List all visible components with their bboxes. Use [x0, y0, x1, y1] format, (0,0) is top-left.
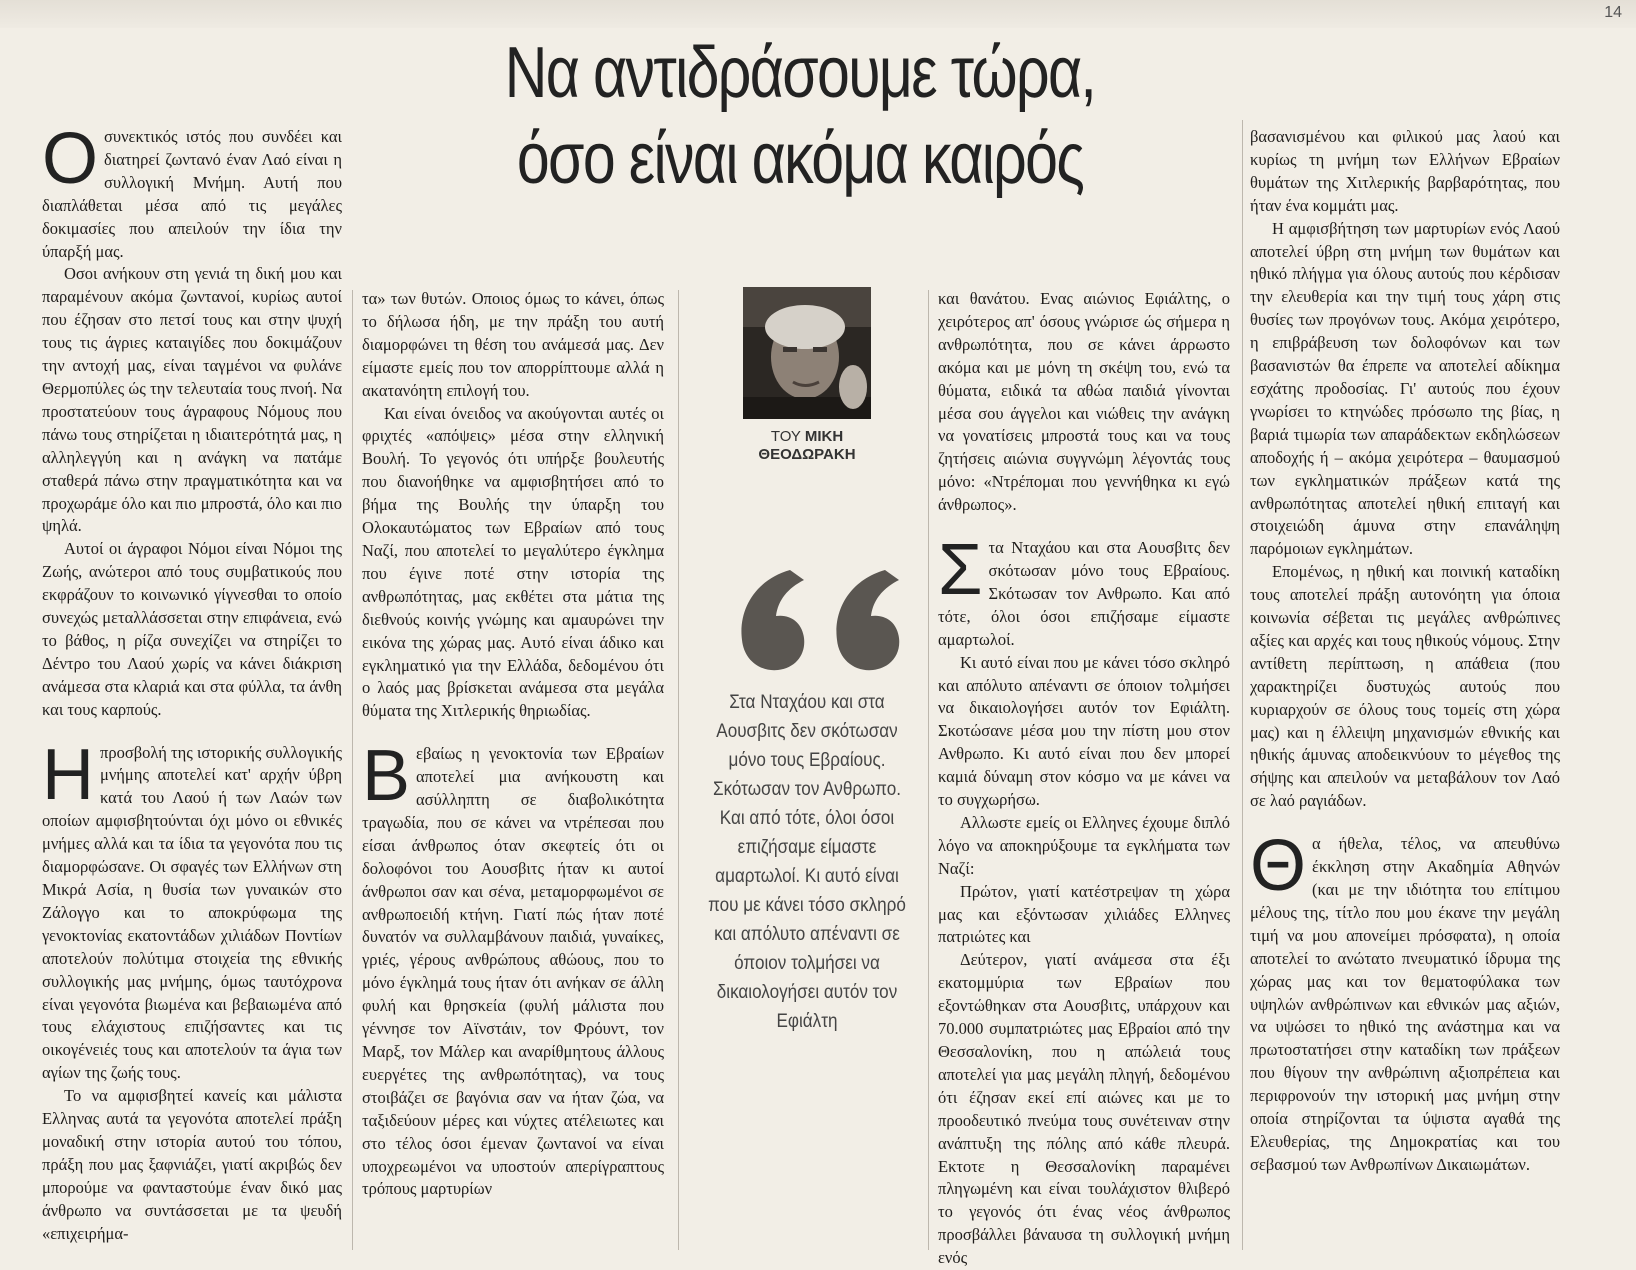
drop-cap: Β	[362, 736, 411, 817]
column-1	[42, 119, 342, 1246]
paragraph: Οσυνεκτικός ιστός που συνδέει και διατηρεί ζωντανό έναν Λαό είναι η συλλογική Μνήμη. Αυτή που διαπλάθεται μέσα από τις μεγάλες δοκιμασίες που απειλούν την ίδια την ύπαρξή μας.	[42, 119, 342, 261]
byline	[690, 428, 924, 464]
paragraph: Δεύτερον, γιατί ανάμεσα στα έξι εκατομμύρια των Εβραίων που εξοντώθηκαν στα Αουσβιτς, υπάρχουν και 70.000 συμπατριώτες μας Εβραίοι από την Θεσσαλονίκη, που η απώλειά τους αποτελεί για μας μεγάλη πληγή, δεδομένου ότι έζησαν εκεί επί αιώνες και με το προοδευτικό πνεύμα τους συνέτειναν στην ανάπτυξη της πόλης από κάθε πλευρά. Εκτοτε η Θεσσαλονίκη παραμένει πληγωμένη και είναι τουλάχιστον θλιβερό το γεγονός ότι ένας νέος άνθρωπος προσβάλλει βάναυσα τη συλλογική μνήμη ενός	[938, 950, 1230, 1268]
paragraph: Στα Νταχάου και στα Αουσβιτς δεν σκότωσαν μόνο τους Εβραίους. Σκότωσαν τον Ανθρωπο. Και από τότε, όλοι όσοι επιζήσαμε είμαστε αμαρτωλοί.	[938, 530, 1230, 649]
byline-last-name: ΘΕΟΔΩΡΑΚΗ	[758, 446, 856, 463]
drop-cap: Ο	[42, 119, 99, 199]
paragraph: βασανισμένου και φιλικού μας λαού και κυρίως τη μνήμη των Ελλήνων Εβραίων θυμάτων της Χιτλερικής βαρβαρότητας, που ήταν ένα κομμάτι μας.	[1250, 127, 1560, 215]
paragraph: Η αμφισβήτηση των μαρτυρίων ενός Λαού αποτελεί ύβρη στη μνήμη των θυμάτων και ηθικό πλήγμα για όλους αυτούς που κέρδισαν την ελευθερία και την τιμή τους χάρη στις θυσίες των προγόνων τους. Ακόμα χειρότερο, η επιβράβευση των δολοφόνων και των βασανιστών θα έπρεπε να αποτελεί αδίκημα εσχάτης προδοσίας. Γι' αυτούς που έχουν γνωρίσει το κτηνώδες πρόσωπο της βίας, η βαριά τιμωρία των απαράδεκτων εκδηλώσεων αποδοχής ή – ακόμα χειρότερα – θαυμασμού των εγκληματικών πράξεων κατά της ανθρωπότητας αποτελεί ηθική επιταγή και στοιχειώδη άμυνα στην επανάληψη παρόμοιων εγκλημάτων.	[1250, 218, 1560, 559]
drop-cap: Σ	[938, 530, 983, 611]
paragraph: Αυτοί οι άγραφοι Νόμοι είναι Νόμοι της Ζωής, ανώτεροι από τους συμβατικούς που εκφράζουν το κοινωνικό γίγνεσθαι το οποίο συνεχώς μεταλλάσσεται στην επιφάνεια, ενώ το βάθος, η ρίζα συνεχίζει να στηρίζει το Δέντρο του Λαού χωρίς να κάνει διάκριση ανάμεσα στα κλαριά και στα φύλλα, τα άνθη και τους καρπούς.	[42, 539, 342, 719]
paragraph: Θα ήθελα, τέλος, να απευθύνω έκκληση στην Ακαδημία Αθηνών (και με την ιδιότητα του επίτιμου μέλους της, τίτλο που μου έκανε την μεγάλη τιμή να μου απονείμει πρόσφατα), η οποία αποτελεί το ανώτατο πνευματικό ίδρυμα της χώρας μας και τον θεματοφύλακα των υψηλών ανθρώπινων και εθνικών μας αξιών, να υψώσει το ηθικό της ανάστημα και να πρωτοστατήσει στην καταδίκη των πράξεων που θίγουν την ανθρώπινη αξιοπρέπεια και περιφρονούν την ιστορική μας μνήμη στην οποία στηρίζονται τα ύψιστα αγαθά της Ελευθερίας, της Δημοκρατίας και του σεβασμού των Ανθρωπίνων Δικαιωμάτων.	[1250, 826, 1560, 1174]
byline-first-name: ΜΙΚΗ	[804, 428, 844, 445]
column-divider	[678, 290, 679, 1250]
page-number: 14	[1604, 4, 1622, 21]
quotation-marks-icon	[720, 560, 910, 680]
paragraph: και θανάτου. Ενας αιώνιος Εφιάλτης, ο χειρότερος απ' όσους γνώρισε ώς σήμερα η ανθρωπότητα, που σε κάνει άρρωστο ακόμα και με μόνη τη σκέψη του, ενώ τα θύματα, ειδικά τα αθώα παιδιά γίνονται μέσα σου άγγελοι και νιώθεις την ανάγκη να γονατίσεις μπροστά τους και να τους ζητήσεις αιώνια συγγνώμη λέγοντάς τους μόνο: «Ντρέπομαι που γεννήθηκα κι εγώ άνθρωπος».	[938, 289, 1230, 515]
headline-line-2: όσο είναι ακόμα καιρός	[516, 119, 1084, 199]
column-3	[938, 288, 1230, 1270]
paragraph: τα» των θυτών. Οποιος όμως το κάνει, όπως το δήλωσα ήδη, με την πράξη του αυτή διαμορφώνει τη θέση του ανάμεσά μας. Δεν είμαστε εμείς που τον απορρίπτουμε αλλά η ακατανόητη επιλογή του.	[362, 289, 664, 400]
paragraph: Ηπροσβολή της ιστορικής συλλογικής μνήμης αποτελεί κατ' αρχήν ύβρη κατά του Λαού ή των Λαών των οποίων αμφισβητούνται όχι μόνο οι εθνικές μνήμες αλλά και τα ίδια τα γεγονότα που τις διαμορφώσανε. Οι σφαγές των Ελλήνων στη Μικρά Ασία, η θυσία των γυναικών στο Ζάλογγο και το αποκρύφωμα της γενοκτονίας εκατοντάδων χιλιάδων Ποντίων αποτελούν πολύτιμα στοιχεία της εθνικής συλλογικής μας μνήμης, όμως ταυτόχρονα είναι γεγονότα βιωμένα και βεβαιωμένα από τους ελάχιστους επιζήσαντες και τις οικογένειές τους και αποτελούν τα άγια των αγίων της ζωής τους.	[42, 734, 342, 1083]
paragraph: Κι αυτό είναι που με κάνει τόσο σκληρό και απόλυτο απέναντι σε όποιον τολμήσει να δικαιολογήσει αυτόν τον Εφιάλτη. Σκοτώσανε μέσα μου την πίστη μου στον Ανθρωπο. Κι αυτό είναι που δεν μπορεί καμιά δύναμη στον κόσμο να με κάνει να το συγχωρήσω.	[938, 652, 1230, 810]
paragraph: Το να αμφισβητεί κανείς και μάλιστα Ελληνας αυτά τα γεγονότα αποτελεί πράξη μοναδική στην ιστορία αυτού του τόπου, πράξη που μας ξαφνιάζει, γιατί ακριβώς δεν μπορούμε να φανταστούμε έναν δικό μας άνθρωπο να συντάσσεται με τα ψευδή «επιχειρήμα-	[42, 1086, 342, 1243]
paragraph: Και είναι όνειδος να ακούγονται αυτές οι φριχτές «απόψεις» μέσα στην ελληνική Βουλή. Το γεγονός ότι υπήρξε βουλευτής που διανοήθηκε να αμφισβητήσει από το βήμα της Βουλής την ύπαρξη του Ολοκαυτώματος των Εβραίων από τους Ναζί, που αποτελεί το μεγαλύτερο έγκλημα που έγινε ποτέ στην ιστορία της ανθρωπότητας, μας εκθέτει στα μάτια της διεθνούς κοινής γνώμης και αμαυρώνει την εικόνα της χώρας μας. Αυτό είναι άδικο και εγκληματικό για την Ελλάδα, δεδομένου ότι ο λαός μας βρίσκεται ανάμεσα στα μεγάλα θύματα της Χιτλερικής θηριωδίας.	[362, 403, 664, 721]
pull-quote: Στα Νταχάου και στα Αουσβιτς δεν σκότωσαν μόνο τους Εβραίους. Σκότωσαν τον Ανθρωπο. Και από τότε, όλοι όσοι επιζήσαμε είμαστε αμαρτωλοί. Κι αυτό είναι που με κάνει τόσο σκληρό και απόλυτο απέναντι σε όποιον τολμήσει να δικαιολογήσει αυτόν τον Εφιάλτη	[708, 692, 906, 1032]
column-4	[1250, 126, 1560, 1177]
paragraph: Επομένως, η ηθική και ποινική καταδίκη τους αποτελεί πράξη αυτονόητη για όποια κοινωνία σέβεται τις μεγάλες ανθρώπινες αξίες και αρχές και τους ηθικούς νόμους. Στην αντίθετη περίπτωση, η απάθεια (που χαρακτηρίζει δυστυχώς αυτούς που κυριαρχούν σε όλους τους τομείς στη χώρα μας) και η έλλειψη μηχανισμών εθνικής και ηθικής άμυνας αποδεικνύουν το μέγεθος της σήψης και απειλούν να μεταβάλουν τον Λαό σε λαό ραγιάδων.	[1250, 562, 1560, 811]
paragraph: Πρώτον, γιατί κατέστρεψαν τη χώρα μας και εξόντωσαν χιλιάδες Ελληνες πατριώτες και	[938, 881, 1230, 947]
column-divider	[928, 290, 929, 1250]
column-divider	[352, 290, 353, 1250]
top-strip	[0, 0, 1636, 28]
byline-prefix: ΤΟΥ	[770, 428, 801, 445]
headline	[390, 30, 1210, 202]
column-divider	[1242, 120, 1243, 1250]
headline-line-1: Να αντιδράσουμε τώρα,	[504, 33, 1096, 113]
paragraph: Οσοι ανήκουν στη γενιά τη δική μου και παραμένουν ακόμα ζωντανοί, κυρίως αυτοί που έζησαν στο πετσί τους και στην ψυχή τους τις άγριες καταιγίδες που δοκιμάζουν την αντοχή μας, είναι ταγμένοι να φυλάνε Θερμοπύλες ώς την τελευταία τους πνοή. Να προστατεύουν τους άγραφους Νόμους που πάνω τους στηρίζεται η ιδιαιτερότητά μας, η αλληλεγγύη και η ανάγκη να πατάμε σταθερά πάνω στην πραγματικότητα και να προχωράμε όλο και πιο μπροστά, όλο και πιο ψηλά.	[42, 264, 342, 536]
column-2	[362, 288, 664, 1201]
author-portrait	[743, 287, 871, 419]
drop-cap: Θ	[1250, 826, 1307, 907]
drop-cap: Η	[42, 734, 94, 815]
paragraph: Βεβαίως η γενοκτονία των Εβραίων αποτελεί μια ανήκουστη και ασύλληπτη σε διαβολικότητα τραγωδία, που σε κάνει να ντρέπεσαι που είσαι άνθρωπος όταν σκεφτείς ότι οι δολοφόνοι του Αουσβιτς ήταν κι αυτοί άνθρωποι σαν και σένα, μεταμορφωμένοι σε ανθρωποειδή κτήνη. Γιατί πώς ήταν ποτέ δυνατόν να συλλαμβάνουν παιδιά, γυναίκες, γριές, γέρους ανθρώπους αθώους, που το μόνο έγκλημά τους ήταν ότι ανήκαν σε άλλη φυλή και θρησκεία (φυλή μάλιστα που γέννησε τον Αϊνστάιν, τον Φρόυντ, τον Μαρξ, τον Μάλερ και αναρίθμητους άλλους ευεργέτες της ανθρωπότητας), να τους στοιβάζει σε βαγόνια σαν να ήταν ζώα, να ταξιδεύουν μέρες και νύχτες ατέλειωτες και στο τέλος όσοι έμεναν ζωντανοί να είναι υποχρεωμένοι να υποστούν απερίγραπτους τρόπους μαρτυρίων	[362, 736, 664, 1199]
paragraph: Αλλωστε εμείς οι Ελληνες έχουμε διπλό λόγο να αποκηρύξουμε τα εγκλήματα των Ναζί:	[938, 812, 1230, 878]
